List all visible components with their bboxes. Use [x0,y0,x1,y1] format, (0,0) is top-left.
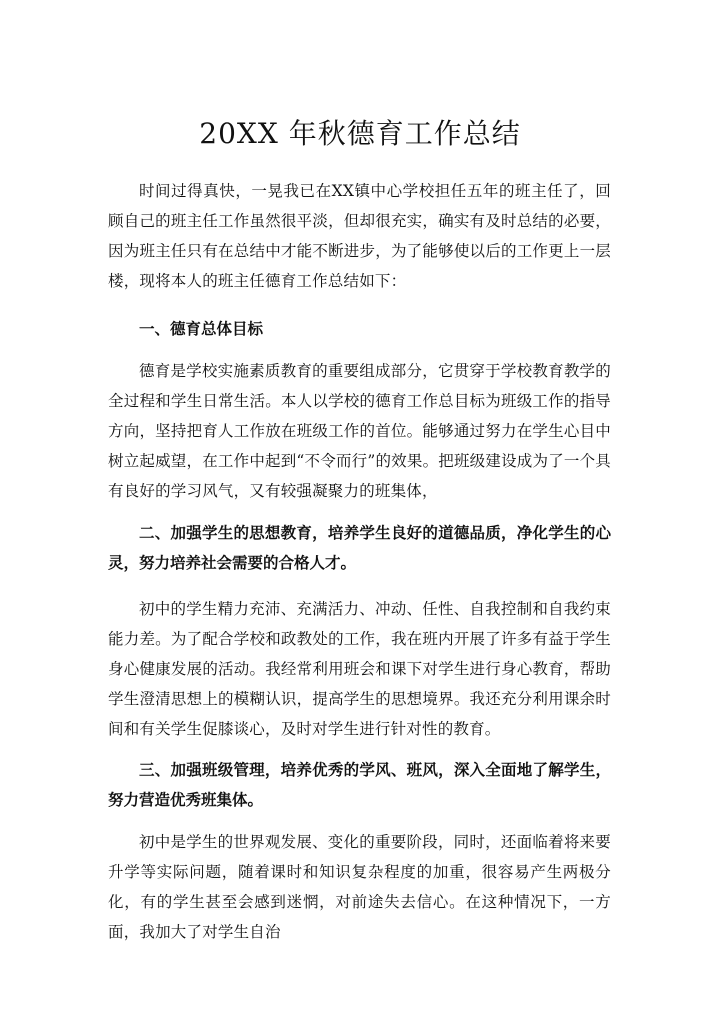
document-title: 20XX 年秋德育工作总结 [199,117,521,150]
section-3-body: 初中是学生的世界观发展、变化的重要阶段，同时，还面临着将来要升学等实际问题，随着课时和知识复杂程度的加重，很容易产生两极分化，有的学生甚至会感到迷惘，对前途失去信心。在这种情况下，一方面，我加大了对学生自治 [108,833,611,941]
section-3-heading: 三、加强班级管理，培养优秀的学风、班风，深入全面地了解学生，努力营造优秀班集体。 [108,761,611,809]
section-1-body: 德育是学校实施素质教育的重要组成部分，它贯穿于学校教育教学的全过程和学生日常生活。本人以学校的德育工作总目标为班级工作的指导方向，坚持把育人工作放在班级工作的首位。能够通过努力在学生心目中树立起威望，在工作中起到“不令而行”的效果。把班级建设成为了一个具有良好的学习风气，又有较强凝聚力的班集体， [108,362,611,500]
intro-paragraph: 时间过得真快，一晃我已在XX镇中心学校担任五年的班主任了，回顾自己的班主任工作虽然很平淡，但却很充实，确实有及时总结的必要，因为班主任只有在总结中才能不断进步，为了能够使以后的工作更上一层楼，现将本人的班主任德育工作总结如下： [108,182,611,290]
section-2-heading: 二、加强学生的思想教育，培养学生良好的道德品质，净化学生的心灵，努力培养社会需要的合格人才。 [108,524,611,572]
section-2-body: 初中的学生精力充沛、充满活力、冲动、任性、自我控制和自我约束能力差。为了配合学校和政教处的工作，我在班内开展了许多有益于学生身心健康发展的活动。我经常利用班会和课下对学生进行身心教育，帮助学生澄清思想上的模糊认识，提高学生的思想境界。我还充分利用课余时间和有关学生促膝谈心，及时对学生进行针对性的教育。 [108,600,611,738]
section-1-heading: 一、德育总体目标 [139,320,264,338]
